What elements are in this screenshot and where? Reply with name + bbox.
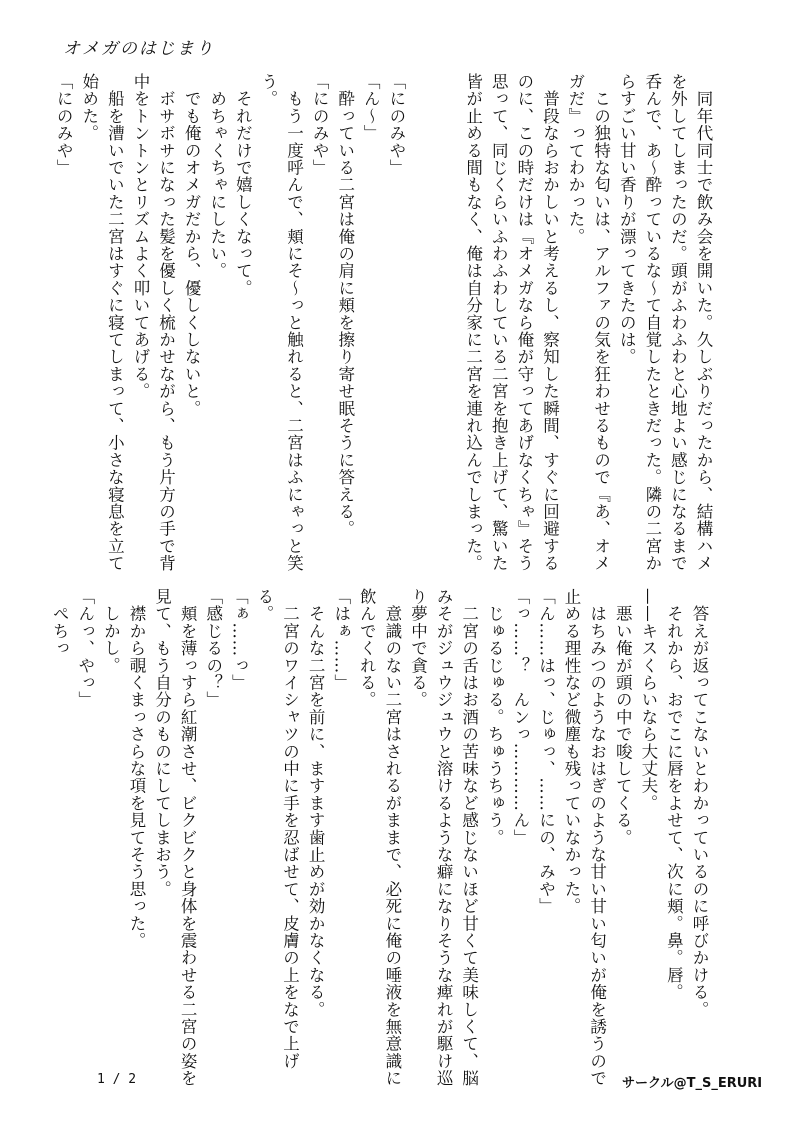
- text-line: 飲んでくれる。: [357, 588, 377, 709]
- text-line: ——キスくらいなら大丈夫。: [638, 588, 658, 812]
- text-line: ガだ』ってわかった。: [566, 73, 586, 245]
- text-line: 「ぁ……っ」: [229, 588, 249, 692]
- text-line: 「にのみや」: [54, 73, 74, 177]
- text-block-top: [51, 73, 716, 572]
- text-line: 中をトントンとリズムよく叩いてあげる。: [130, 73, 150, 400]
- text-line: 船を漕いでいた二宮はすぐに寝てしまって、小さな寝息を立て: [105, 73, 125, 572]
- text-line: ぺちっ: [50, 588, 70, 657]
- text-line: みそがジュウジュウと溶けるような癖になりそうな痺れが駆け巡: [434, 588, 454, 1087]
- text-line: もう一度呼んで、頬にそ〜っと触れると、二宮はふにゃっと笑: [284, 73, 304, 572]
- text-line: り夢中で貪る。: [408, 588, 428, 709]
- text-line: 襟から覗くまっさらな項を見てそう思った。: [126, 588, 146, 950]
- text-line: はちみつのようなおはぎのような甘い甘い匂いが俺を誘うので: [587, 588, 607, 1087]
- circle-credit: サークル@T_S_ERURI: [622, 1076, 763, 1091]
- text-line: しかし。: [101, 588, 121, 674]
- text-line: それから、おでこに唇をよせて、次に頬。鼻。唇。: [664, 588, 684, 1001]
- text-line: 二宮のワイシャツの中に手を忍ばせて、皮膚の上をなで上げ: [280, 588, 300, 1070]
- text-line: それだけで嬉しくなって。: [233, 73, 253, 297]
- story-title: オメガのはじまり: [63, 39, 215, 59]
- text-line: 呑んで、あ〜酔っているな〜て自覚したときだった。隣の二宮か: [642, 73, 662, 572]
- text-line: 意識のない二宮はされるがままで、必死に俺の唾液を無意識に: [382, 588, 402, 1087]
- text-line: そんな二宮を前に、ますます歯止めが効かなくなる。: [306, 588, 326, 1018]
- text-line: を外してしまったのだ。頭がふわふわと心地よい感じになるまで: [668, 73, 688, 572]
- text-line: 「にのみや」: [386, 73, 406, 177]
- page-number: 1 / 2: [97, 1072, 137, 1087]
- text-line: 見て、もう自分のものにしてしまおう。: [152, 588, 172, 898]
- text-line: ボサボサになった髪を優しく梳かせながら、もう片方の手で背: [156, 73, 176, 572]
- text-line: 「っ……？ んンっ…………ん」: [510, 588, 530, 846]
- text-line: 答えが返ってこないとわかっているのに呼びかける。: [690, 588, 709, 1018]
- text-line: る。: [254, 588, 274, 623]
- text-line: らすごい甘い香りが漂ってきたのは。: [617, 73, 637, 366]
- text-line: 「感じるの？」: [203, 588, 223, 709]
- text-line: 「はぁ……」: [331, 588, 351, 692]
- paragraph-gap: [434, 73, 460, 553]
- text-line: 始めた。: [79, 73, 99, 142]
- text-line: でも俺のオメガだから、優しくしないと。: [182, 73, 202, 417]
- text-line: 思って、同じくらいふわふわしている二宮を抱き上げて、驚いた: [489, 73, 509, 572]
- text-line: 「ん〜」: [361, 73, 381, 142]
- text-line: 普段ならおかしいと考えるし、察知した瞬間、すぐに回避する: [540, 73, 560, 572]
- text-line: のに、この時だけは『オメガなら俺が守ってあげなくちゃ』そう: [514, 73, 534, 572]
- text-line: 同年代同士で飲み会を開いた。久しぶりだったから、結構ハメ: [694, 73, 713, 572]
- text-line: 二宮の舌はお酒の苦味など感じないほど甘くて美味しくて、脳: [459, 588, 479, 1087]
- text-line: 「んっ、やっ」: [75, 588, 95, 709]
- text-line: 皆が止める間もなく、俺は自分家に二宮を連れ込んでしまった。: [463, 73, 483, 572]
- text-line: う。: [258, 73, 278, 108]
- text-line: 「にのみや」: [310, 73, 330, 177]
- text-line: めちゃくちゃにしたい。: [207, 73, 227, 280]
- text-line: 止める理性など微塵も残っていなかった。: [562, 588, 582, 915]
- text-line: この独特な匂いは、アルファの気を狂わせるもので『あ、オメ: [591, 73, 611, 572]
- text-line: 「ん……はっ、じゅっ、……にの、みや」: [536, 588, 556, 915]
- text-line: 酔っている二宮は俺の肩に頬を擦り寄せ眠そうに答える。: [335, 73, 355, 538]
- text-line: 頬を薄っすら紅潮させ、ビクビクと身体を震わせる二宮の姿を: [178, 588, 198, 1087]
- text-line: じゅるじゅる。ちゅうちゅう。: [485, 588, 505, 846]
- text-line: 悪い俺が頭の中で唆してくる。: [613, 588, 633, 846]
- paragraph-gap: [409, 73, 435, 553]
